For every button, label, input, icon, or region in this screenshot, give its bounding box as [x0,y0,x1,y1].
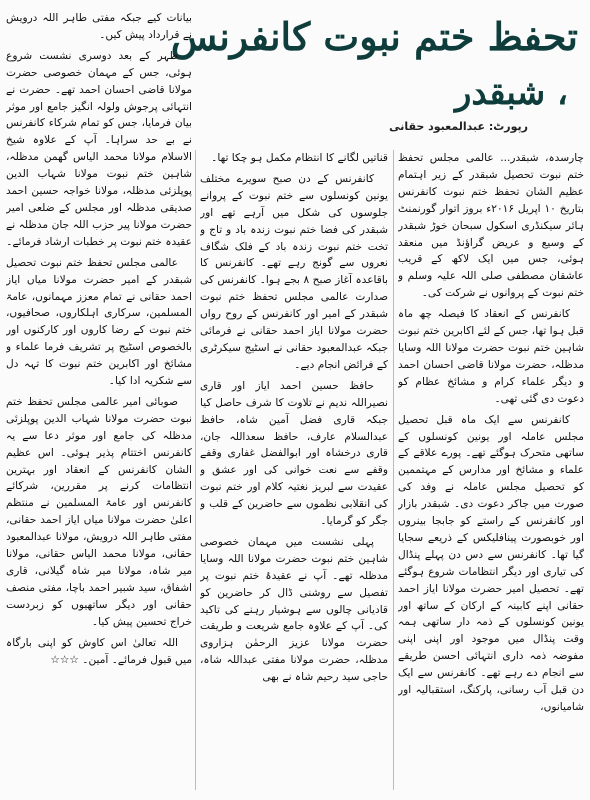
paragraph: کانفرنس کے انعقاد کا فیصلہ چھ ماہ قبل ہوا تھا، جس کے لئے اکابرین ختم نبوت شاہین ختم نبوت حضرت مولانا اللہ وسایا مدظلہ، حضرت مولانا قاضی احسان احمد و دیگر علماء کرام و مشائخ عظام کو دعوت دی گئی تھی۔ [398,308,584,405]
column-divider [393,150,394,790]
paragraph: بیانات کیے جبکہ مفتی طاہر اللہ درویش نے قرارداد پیش کیں۔ [6,12,192,41]
article-column-middle [200,150,388,798]
paragraph: اللہ تعالیٰ اس کاوش کو اپنی بارگاہ میں قبول فرمائے۔ آمین۔ ☆☆☆ [6,636,192,666]
paragraph: کانفرنس سے ایک ماہ قبل تحصیل مجلس عاملہ اور یونین کونسلوں کے ساتھی متحرک ہوگئے تھے۔ پورے علاقے کے علماء و مشائخ اور مدارس کے مہتممین کو تحصیل مجلس عاملہ نے وفد کی صورت میں جاکر دعوت دی۔ شبقدر بازار اور کانفرنس کے راستے کو جابجا بینروں اور خوبصورت پینافلیکس کے ذریعے سجایا گیا تھا۔ کانفرنس سے دس دن پہلے پنڈال کی تیاری اور دیگر انتظامات شروع ہوگئے تھے۔ تحصیل امیر حضرت مولانا ایاز احمد حقانی اپنے کابینہ کے ارکان کے ساتھ اور یونین کونسلوں کے ذمہ دار ساتھی ہمہ وقت پنڈال میں موجود اور اپنی اپنی مفوضہ ذمہ داری انتہائی احسن طریقے سے انجام دے رہے تھے۔ کانفرنس سے ایک دن قبل آب رسانی، پارکنگ، استقبالیہ اور شامیانوں، [398,413,584,713]
paragraph: چارسدہ، شبقدر... عالمی مجلس تحفظ ختم نبوت تحصیل شبقدر کے زیر اہتمام عظیم الشان تحفظ ختم نبوت کانفرنس بتاریخ ۱۰ اپریل ۲۰۱۶ء بروز اتوار گورنمنٹ ہائر سیکنڈری اسکول سبحان خوڑ شبقدر کے وسیع و عریض گراؤنڈ میں منعقد ہوئی، جس میں ایک لاکھ کے قریب عاشقان مصطفی صلی اللہ علیہ وسلم و ختم نبوت کے پروانوں نے شرکت کی۔ [398,152,584,300]
headline-subtitle: ، شبقدر [454,73,568,113]
headline-title: تحفظ ختم نبوت کانفرنس [170,14,578,59]
article-column-left [6,10,192,798]
paragraph: قناتیں لگانے کا انتظام مکمل ہو چکا تھا۔ [211,152,388,164]
byline: رپورٹ: عبدالمعبود حقانی [389,120,528,133]
paragraph: ظہر کے بعد دوسری نشست شروع ہوئی، جس کے مہمان خصوصی حضرت مولانا قاضی احسان احمد تھے۔ حضرت نے انتہائی پرجوش ولولہ انگیز جامع اور موثر بیان فرمایا، جس کو تمام شرکاء کانفرنس نے بے حد سراہا۔ آپ کے علاوہ شیخ الاسلام مولانا محمد الیاس گھمن مدظلہ، شاہین ختم نبوت مولانا شہاب الدین پوپلزئی مدظلہ، مولانا خواجہ حسین احمد صدیقی مدظلہ اور مجلس کے ضلعی امیر حضرت مولانا پیر حزب اللہ جان مدظلہ نے عقیدہ ختم نبوت پر خطبات ارشاد فرمائے۔ [6,49,192,248]
paragraph: صوبائی امیر عالمی مجلس تحفظ ختم نبوت حضرت مولانا شہاب الدین پوپلزئی مدظلہ کی جامع اور موثر دعا سے یہ کانفرنس اختتام پذیر ہوئی۔ اس عظیم الشان کانفرنس کے انعقاد اور بہترین انتظامات کرنے پر مقررین، شرکائے کانفرنس اور عامۃ المسلمین نے منتظم اعلیٰ حضرت مولانا میاں ایاز احمد حقانی، مفتی طاہر اللہ درویش، مولانا عبدالمعبود حقانی، مولانا محمد الیاس حقانی، مولانا میر شاہ، مولانا میر شاہ گیلانی، قاری اشفاق، سید شبیر احمد باچا، مفتی منصف حقانی اور دیگر ساتھیوں کو زبردست خراج تحسین پیش کیا۔ [6,395,192,628]
paragraph: عالمی مجلس تحفظ ختم نبوت تحصیل شبقدر کے امیر حضرت مولانا میاں ایاز احمد حقانی نے تمام معزز مہمانوں، عامۃ المسلمین، سرکاری اہلکاروں، صحافیوں، ختم نبوت کے رضا کاروں اور کارکنوں اور بالخصوص اسٹیج پر تشریف فرما علماء و مشائخ اور اکابرین ختم نبوت کا تہہ دل سے شکریہ ادا کیا۔ [6,256,192,388]
paragraph: حافظ حسین احمد ایاز اور قاری نصیراللہ ندیم نے تلاوت کا شرف حاصل کیا جبکہ قاری فضل آمین شاہ، حافظ عبدالسلام عارف، حافظ سعداللہ جان، قاری درخشاہ اور ابوالفضل غفاری وقفے وقفے سے نعت خوانی کی اور عشق و عقیدت سے لبریز نغتیہ کلام اور ختم نبوت کی انقلابی نظموں سے حاضرین کے قلب و جگر کو گرمایا۔ [200,379,388,528]
paragraph: کانفرنس کے دن صبح سویرے مختلف یونین کونسلوں سے ختم نبوت کے پروانے جلوسوں کی شکل میں آرہے تھے اور شبقدر کی فضا ختم نبوت زندہ باد و تاج و تخت ختم نبوت زندہ باد کے فلک شگاف نعروں سے گونج رہے تھے۔ کانفرنس کا باقاعدہ آغاز صبح ۸ بجے ہوا۔ کانفرنس کی صدارت عالمی مجلس تحفظ ختم نبوت شبقدر کے امیر اور کانفرنس کے روح رواں حضرت مولانا ایاز احمد حقانی نے فرمائی جبکہ عبدالمعبود حقانی نے اسٹیج سیکرٹری کے فرائض انجام دیے۔ [200,172,388,371]
paragraph: پہلی نشست میں مہمان خصوصی شاہین ختم نبوت حضرت مولانا اللہ وسایا مدظلہ تھے۔ آپ نے عقیدۂ ختم نبوت پر تفصیل سے روشنی ڈال کر حاضرین کو قادیانی چالوں سے ہوشیار رہنے کی تاکید کی۔ آپ کے علاوہ جامع شریعت و طریقت حضرت مولانا عزیز الرحمٰن ہزاروی مدظلہ، حضرت مولانا مفتی عبداللہ شاہ، حاجی سید رحیم شاہ نے بھی [200,535,388,684]
article-column-right [398,150,584,798]
column-divider [195,150,196,790]
